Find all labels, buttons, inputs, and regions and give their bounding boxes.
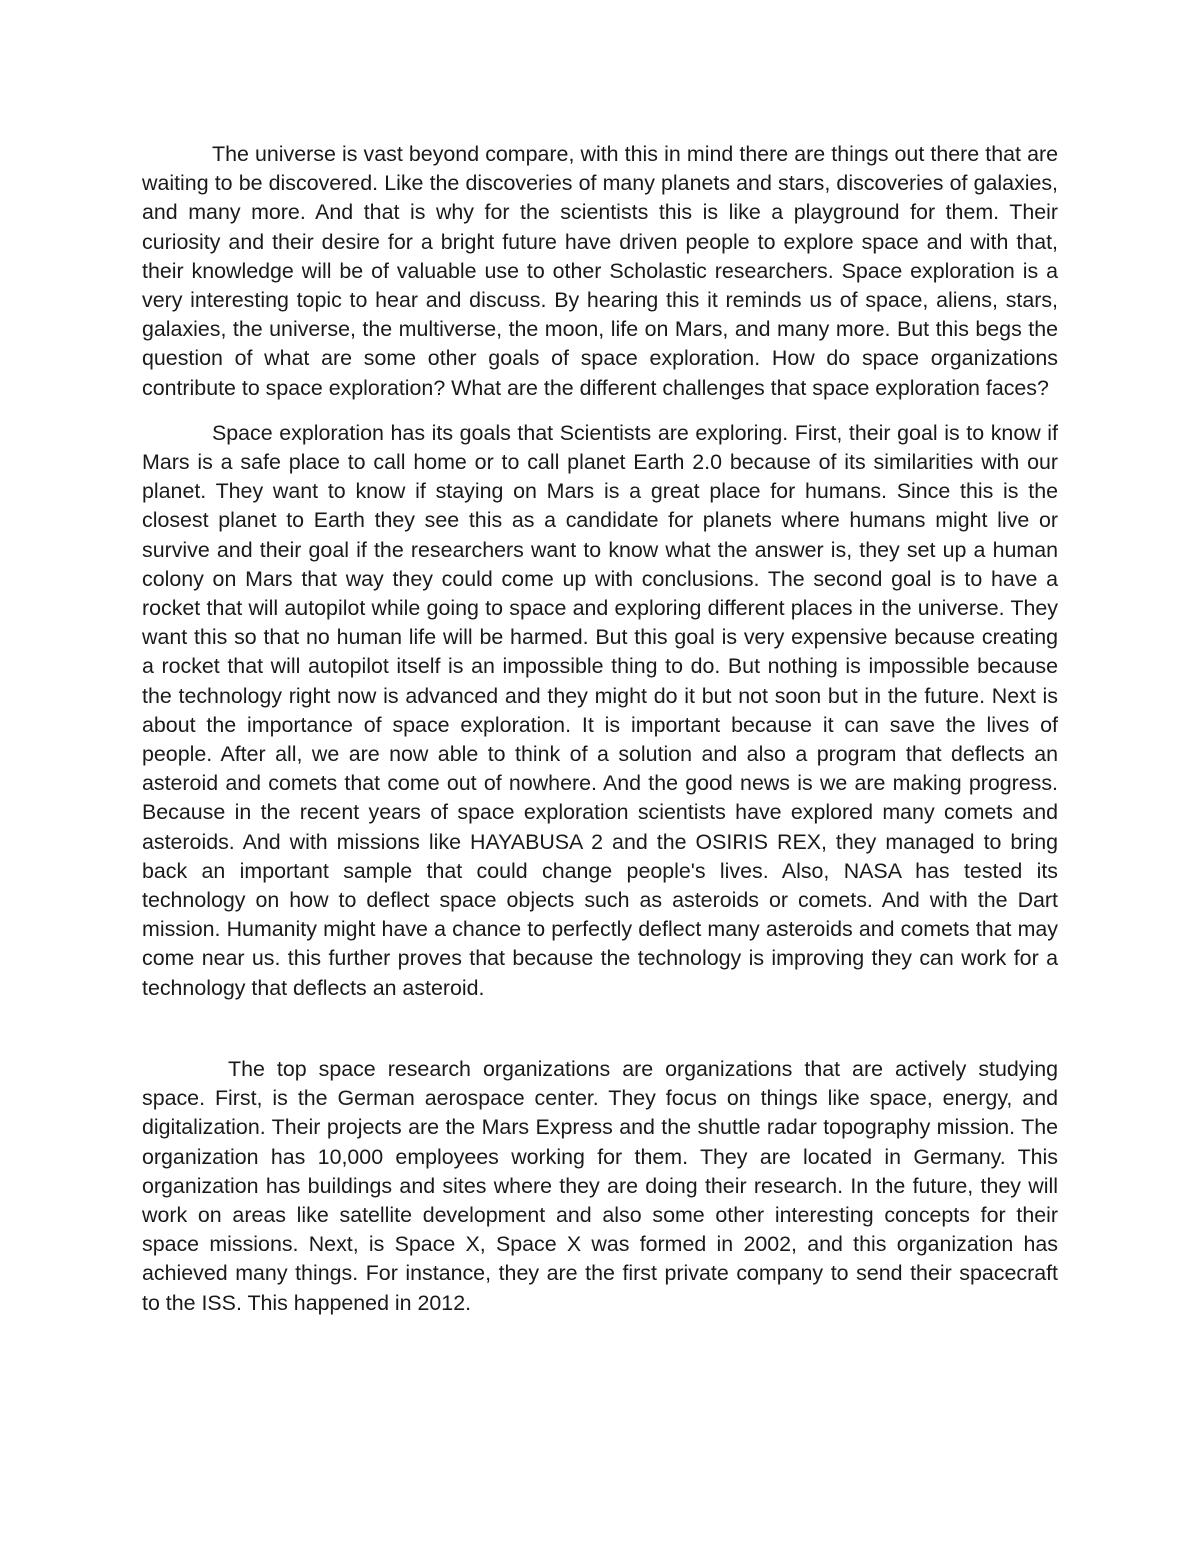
paragraph-introduction: The universe is vast beyond compare, with this in mind there are things out there that are waiting to be discovered. Like the discoveries of many planets and stars, discoveries of galaxies, and many more. And that is why for the scientists this is like a playground for them. Their curiosity and their desire for a bright future have driven people to explore space and with that, their knowledge will be of valuable use to other Scholastic researchers. Space exploration is a very interesting topic to hear and discuss. By hearing this it reminds us of space, aliens, stars, galaxies, the universe, the multiverse, the moon, life on Mars, and many more. But this begs the question of what are some other goals of space exploration. How do space organizations contribute to space exploration? What are the different challenges that space exploration faces? [142, 142, 1058, 400]
paragraph-goals: Space exploration has its goals that Scientists are exploring. First, their goal is to know if Mars is a safe place to call home or to call planet Earth 2.0 because of its similarities with our planet. They want to know if staying on Mars is a great place for humans. Since this is the closest planet to Earth they see this as a candidate for planets where humans might live or survive and their goal if the researchers want to know what the answer is, they set up a human colony on Mars that way they could come up with conclusions. The second goal is to have a rocket that will autopilot while going to space and exploring different places in the universe. They want this so that no human life will be harmed. But this goal is very expensive because creating a rocket that will autopilot itself is an impossible thing to do. But nothing is impossible because the technology right now is advanced and they might do it but not soon but in the future. Next is about the importance of space exploration. It is important because it can save the lives of people. After all, we are now able to think of a solution and also a program that deflects an asteroid and comets that come out of nowhere. And the good news is we are making progress. Because in the recent years of space exploration scientists have explored many comets and asteroids. And with missions like HAYABUSA 2 and the OSIRIS REX, they managed to bring back an important sample that could change people's lives. Also, NASA has tested its technology on how to deflect space objects such as asteroids or comets. And with the Dart mission. Humanity might have a chance to perfectly deflect many asteroids and comets that may come near us. this further proves that because the technology is improving they can work for a technology that deflects an asteroid. [142, 420, 1058, 1000]
paragraph-organizations: The top space research organizations are organizations that are actively studying space. First, is the German aerospace center. They focus on things like space, energy, and digitalization. Their projects are the Mars Express and the shuttle radar topography mission. The organization has 10,000 employees working for them. They are located in Germany. This organization has buildings and sites where they are doing their research. In the future, they will work on areas like satellite development and also some other interesting concepts for their space missions. Next, is Space X, Space X was formed in 2002, and this organization has achieved many things. For instance, they are the first private company to send their spacecraft to the ISS. This happened in 2012. [142, 1056, 1058, 1315]
document-body [142, 140, 1058, 1318]
